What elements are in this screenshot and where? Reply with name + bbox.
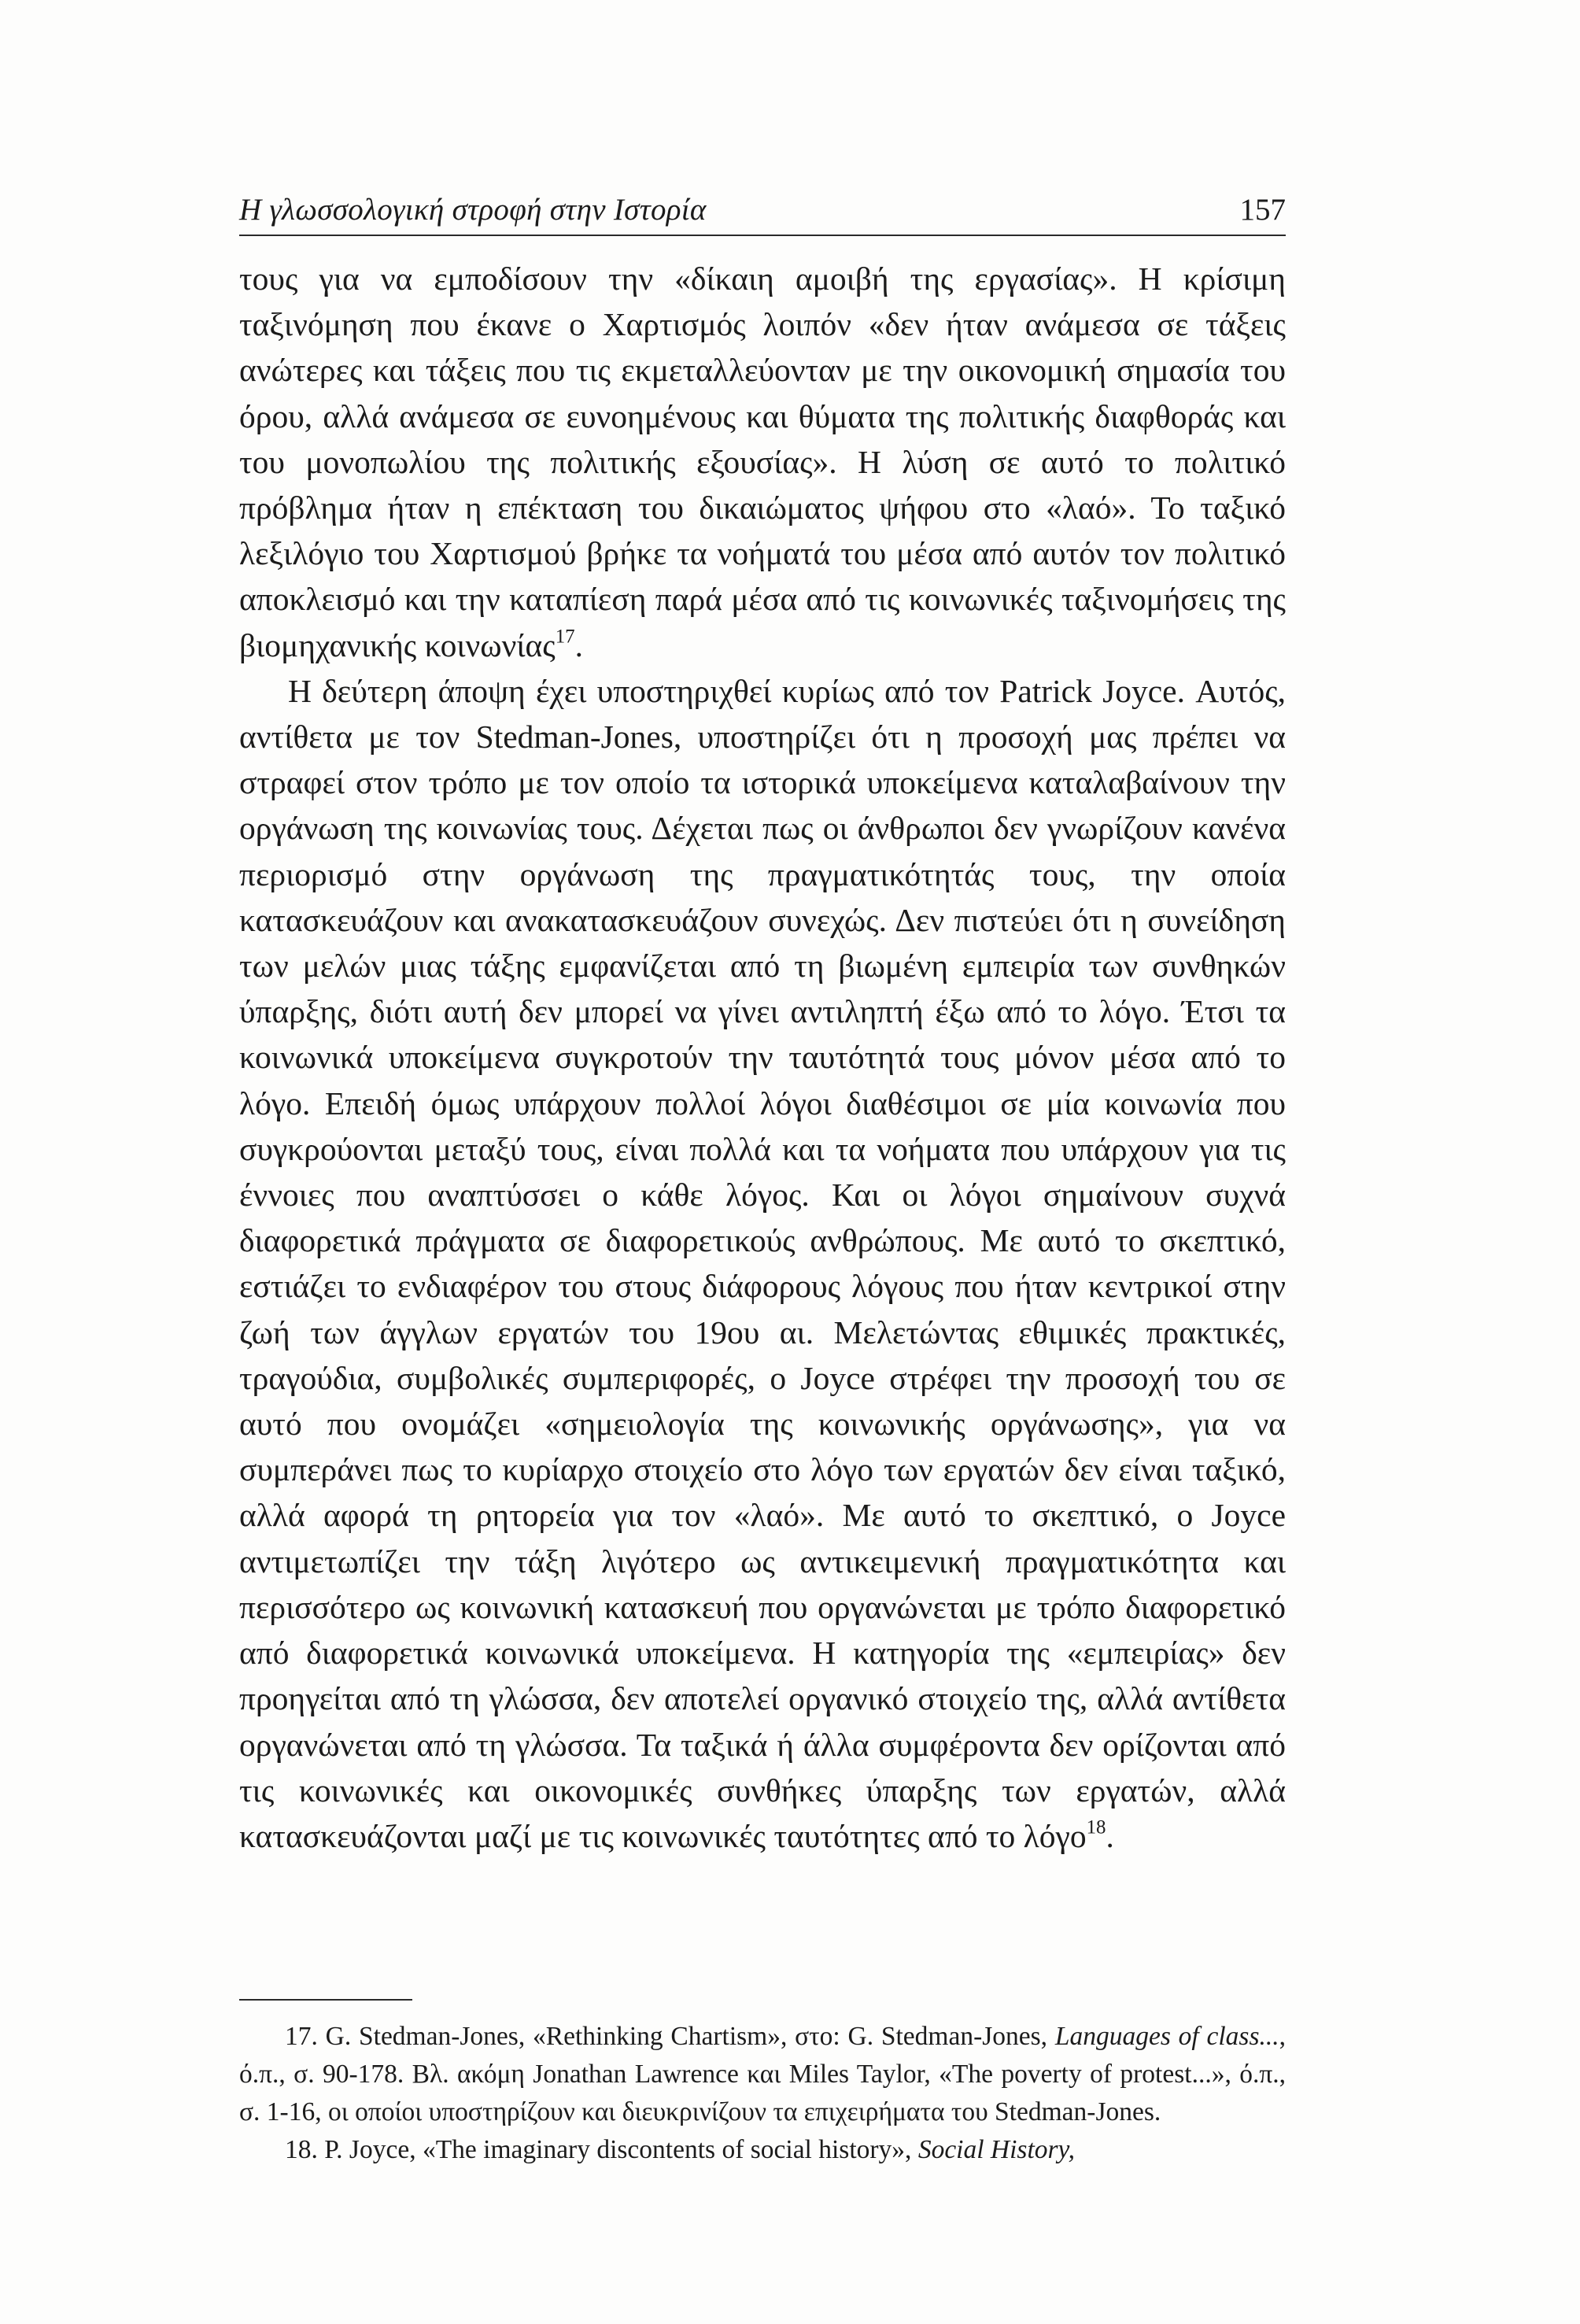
footnotes — [239, 2018, 1286, 2169]
footnote-ref-18: 18 — [1086, 1816, 1106, 1838]
paragraph-1 — [239, 256, 1286, 668]
footnote-italic-title: Languages of class... — [1054, 2022, 1279, 2051]
footnote-text: P. Joyce, «The imaginary discontents of social history», — [324, 2135, 918, 2164]
running-header — [239, 187, 1286, 236]
running-title: Η γλωσσολογική στροφή στην Ιστορία — [239, 193, 707, 227]
paragraph-text: Η δεύτερη άποψη έχει υποστηριχθεί κυρίως από τον Patrick Joyce. Αυτός, αντίθετα με τον Stedman-Jones, υποστηρίζει ότι η προσοχή μας πρέπει να στραφεί στον τρόπο με τον οποίο τα ιστορικά υποκείμενα καταλαβαίνουν την οργάνωση της κοινωνίας τους. Δέχεται πως οι άνθρωποι δεν γνωρίζουν κανένα περιορισμό στην οργάνωση της πραγματικότητάς τους, την οποία κατασκευάζουν και ανακατασκευάζουν συνεχώς. Δεν πιστεύει ότι η συνείδηση των μελών μιας τάξης εμφανίζεται από τη βιωμένη εμπειρία των συνθηκών ύπαρξης, διότι αυτή δεν μπορεί να γίνει αντιληπτή έξω από το λόγο. Έτσι τα κοινωνικά υποκείμενα συγκροτούν την ταυτότητά τους μόνον μέσα από το λόγο. Επειδή όμως υπάρχουν πολλοί λόγοι διαθέσιμοι σε μία κοινωνία που συγκρούονται μεταξύ τους, είναι πολλά και τα νοήματα που υπάρχουν για τις έννοιες που αναπτύσσει ο κάθε λόγος. Και οι λόγοι σημαίνουν συχνά διαφορετικά πράγματα σε διαφορετικούς ανθρώπους. Με αυτό το σκεπτικό, εστιάζει το ενδιαφέρον του στους διάφορους λόγους που ήταν κεντρικοί στην ζωή των άγγλων εργατών του 19ου αι. Μελετώντας εθιμικές πρακτικές, τραγούδια, συμβολικές συμπεριφορές, ο Joyce στρέφει την προσοχή του σε αυτό που ονομάζει «σημειολογία της κοινωνικής οργάνωσης», για να συμπεράνει πως το κυρίαρχο στοιχείο στο λόγο των εργατών δεν είναι ταξικό, αλλά αφορά τη ρητορεία για τον «λαό». Με αυτό το σκεπτικό, ο Joyce αντιμετωπίζει την τάξη λιγότερο ως αντικειμενική πραγματικότητα και περισσότερο ως κοινωνική κατασκευή που οργανώνεται με τρόπο διαφορετικό από διαφορετικά κοινωνικά υποκείμενα. Η κατηγορία της «εμπειρίας» δεν προηγείται από τη γλώσσα, δεν αποτελεί οργανικό στοιχείο της, αλλά αντίθετα οργανώνεται από τη γλώσσα. Τα ταξικά ή άλλα συμφέροντα δεν ορίζονται από τις κοινωνικές και οικονομικές συνθήκες ύπαρξης των εργατών, αλλά κατασκευάζονται μαζί με τις κοινωνικές ταυτότητες από το λόγο — [239, 672, 1286, 1854]
footnote-ref-17: 17 — [555, 626, 575, 648]
footnote-18 — [239, 2131, 1286, 2169]
paragraph-tail: . — [1106, 1817, 1114, 1854]
body-text — [239, 256, 1286, 1859]
footnote-divider — [239, 1999, 412, 2001]
paragraph-tail: . — [574, 626, 583, 663]
footnote-number: 17. — [285, 2022, 318, 2051]
footnote-text: , ό.π., σ. 90-178. Βλ. ακόμη Jonathan Lawrence και Miles Taylor, «The poverty of protest...», ό.π., σ. 1-16, οι οποίοι υποστηρίζουν και διευκρινίζουν τα επιχειρήματα του Stedman-Jones. — [239, 2022, 1286, 2126]
footnote-number: 18. — [285, 2135, 318, 2164]
footnote-italic-title: Social History, — [917, 2135, 1075, 2164]
paragraph-text: τους για να εμποδίσουν την «δίκαιη αμοιβή της εργασίας». Η κρίσιμη ταξινόμηση που έκανε ο Χαρτισμός λοιπόν «δεν ήταν ανάμεσα σε τάξεις ανώτερες και τάξεις που τις εκμεταλλεύονταν με την οικονομική σημασία του όρου, αλλά ανάμεσα σε ευνοημένους και θύματα της πολιτικής διαφθοράς και του μονοπωλίου της πολιτικής εξουσίας». Η λύση σε αυτό το πολιτικό πρόβλημα ήταν η επέκταση του δικαιώματος ψήφου στο «λαό». Το ταξικό λεξιλόγιο του Χαρτισμού βρήκε τα νοήματά του μέσα από αυτόν τον πολιτικό αποκλεισμό και την καταπίεση παρά μέσα από τις κοινωνικές ταξινομήσεις της βιομηχανικής κοινωνίας — [239, 260, 1286, 663]
paragraph-2 — [239, 668, 1286, 1859]
footnote-text: G. Stedman-Jones, «Rethinking Chartism», στο: G. Stedman-Jones, — [325, 2022, 1055, 2051]
footnote-17 — [239, 2018, 1286, 2131]
page-number: 157 — [1239, 193, 1286, 227]
